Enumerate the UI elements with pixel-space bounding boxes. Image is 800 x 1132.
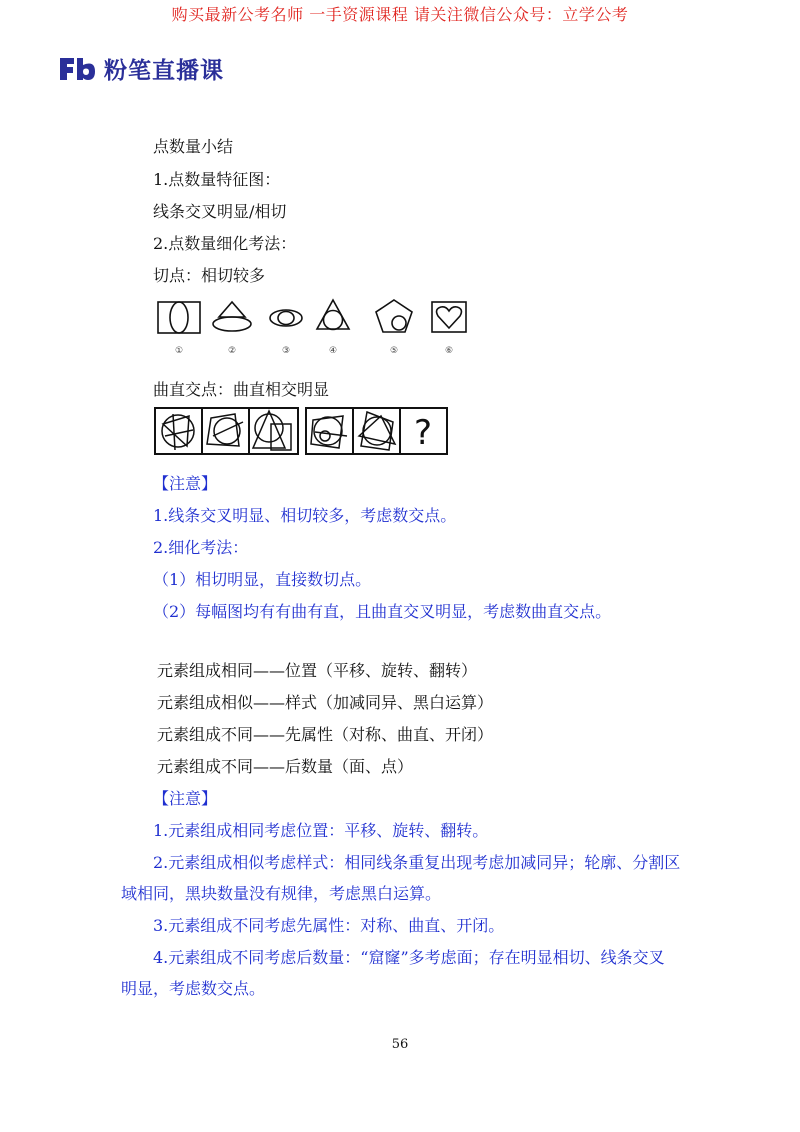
note-line: 域相同，黑块数量没有规律，考虑黑白运算。 (121, 884, 442, 903)
figure-label: ④ (328, 346, 338, 356)
intersection-puzzle-figure (153, 406, 449, 457)
shape-4 (317, 300, 349, 330)
note-line: 明显，考虑数交点。 (121, 979, 266, 998)
figure-label: ⑤ (389, 346, 399, 356)
shape-1 (158, 302, 200, 333)
note-line: （1）相切明显，直接数切点。 (153, 570, 372, 589)
item-heading: 1.点数量特征图： (153, 170, 281, 189)
summary-line: 元素组成不同——后数量（面、点） (157, 757, 414, 776)
note-line: 1.元素组成相同考虑位置：平移、旋转、翻转。 (153, 821, 489, 840)
note-line: 2.细化考法： (153, 538, 249, 557)
figure-label: ① (174, 346, 184, 356)
shape-6 (432, 302, 466, 332)
brand-logo (58, 52, 224, 85)
note-line: 3.元素组成不同考虑先属性：对称、曲直、开闭。 (153, 916, 505, 935)
note-title: 【注意】 (153, 789, 218, 808)
shape-5 (376, 300, 412, 332)
figure-label: ③ (281, 346, 291, 356)
figure-label: ② (227, 346, 237, 356)
intersect-description: 曲直交点：曲直相交明显 (153, 380, 330, 399)
item-description: 线条交叉明显/相切 (153, 202, 287, 221)
promo-banner: 购买最新公考名师 一手资源课程 请关注微信公众号：立学公考 (171, 5, 629, 24)
question-mark: ? (413, 413, 433, 453)
puzzle-panel-1 (162, 414, 194, 450)
figure-label: ⑥ (444, 346, 454, 356)
puzzle-panel-2 (207, 414, 243, 446)
item-heading: 2.点数量细化考法： (153, 234, 297, 253)
tangent-figure (150, 296, 475, 360)
shape-3 (270, 310, 302, 326)
shape-2 (213, 302, 251, 331)
puzzle-panel-4 (311, 416, 347, 448)
brand-name: 粉笔直播课 (104, 58, 224, 84)
note-title: 【注意】 (153, 474, 218, 493)
page-number: 56 (391, 1037, 409, 1052)
note-line: 4.元素组成不同考虑后数量：“窟窿”多考虑面；存在明显相切、线条交叉 (153, 948, 665, 967)
note-line: （2）每幅图均有有曲有直，且曲直交叉明显，考虑数曲直交点。 (153, 602, 612, 621)
summary-line: 元素组成相同——位置（平移、旋转、翻转） (157, 661, 478, 680)
summary-line: 元素组成不同——先属性（对称、曲直、开闭） (157, 725, 494, 744)
fb-logo-icon (58, 56, 96, 82)
puzzle-panel-5 (359, 412, 395, 450)
summary-line: 元素组成相似——样式（加减同异、黑白运算） (157, 693, 494, 712)
tangent-description: 切点：相切较多 (153, 266, 266, 285)
section-title: 点数量小结 (153, 137, 234, 156)
note-line: 1.线条交叉明显、相切较多，考虑数交点。 (153, 506, 457, 525)
note-line: 2.元素组成相似考虑样式：相同线条重复出现考虑加减同异；轮廓、分割区 (153, 853, 681, 872)
puzzle-panel-3 (253, 411, 291, 450)
